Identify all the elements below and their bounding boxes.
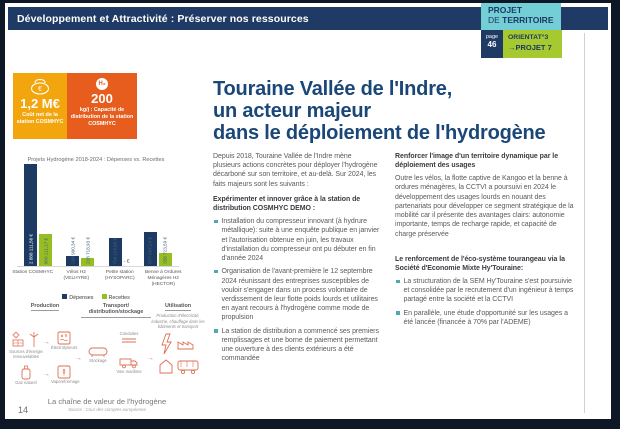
bar-group-velos bbox=[66, 164, 94, 266]
renewables-node: Sources d'énergie renouvelables bbox=[9, 331, 43, 360]
article-column-left bbox=[213, 152, 381, 368]
bar-recettes: 358 723,59 € bbox=[159, 253, 172, 266]
value-chain-canvas bbox=[9, 331, 205, 393]
solar-wind-icon bbox=[11, 331, 41, 349]
h2-icon: H₂ bbox=[96, 78, 108, 90]
badge-territoire: TERRITOIRE bbox=[502, 14, 554, 25]
list-item: La station de distribution a commencé ses premiers remplissages et une borne de paiement permettant une ouverture à des clients extérieurs a été commandée bbox=[213, 327, 381, 364]
bullet-marker bbox=[214, 270, 218, 274]
value-chain-headers bbox=[9, 303, 205, 329]
bar-recettes: 228 718,93 € bbox=[81, 258, 94, 266]
section-heading-sem: Le renforcement de l'éco-système tourangeau via la Société d'Economie Mixte Hy'Touraine: bbox=[395, 255, 565, 272]
bullet-marker bbox=[214, 220, 218, 224]
bar-group-cosmhyc bbox=[24, 164, 52, 266]
svg-text:€: € bbox=[38, 86, 42, 93]
bar-group-benne bbox=[144, 164, 172, 266]
cost-value: 1,2 M€ bbox=[20, 96, 60, 111]
page-ref-number: 46 bbox=[487, 40, 497, 49]
chart-legend bbox=[11, 294, 181, 301]
diagram-caption: La chaîne de valeur de l'hydrogène bbox=[47, 397, 167, 407]
gas-canister-icon bbox=[20, 365, 32, 380]
article-column-right bbox=[395, 152, 577, 331]
hydrogen-bar-chart bbox=[17, 164, 179, 267]
truck-node: Voie maritime bbox=[113, 357, 145, 375]
title-line: dans le déploiement de l'hydrogène bbox=[213, 121, 546, 144]
project-label: →PROJET 7 bbox=[508, 43, 552, 52]
category-label: Station COSMHYC bbox=[12, 270, 54, 275]
page-ref-badge bbox=[481, 30, 503, 58]
stat-card-cost bbox=[13, 73, 67, 139]
usage-paragraph: Outre les vélos, la flotte captive de Kangoo et la benne à ordures ménagères, la CCTVI a poursuivi en 2024 le développement des usages lourds en nouant des partenariats pour développer ce segment stratégique de la mobilité car il présente des avantages clairs: autonomie importante, temps de recharge rapide, et capacité de charge préservée bbox=[395, 175, 574, 238]
folio-page-number: 14 bbox=[18, 405, 29, 415]
list-item: Organisation de l'avant-première le 12 septembre 2024 réunissant des entreprises susceptibles de vouloir s'engager dans un process volontaire de verdissement de leur flotte poids lourds et utilitaires en ayant recours à l'hydrogène comme mode de propulsion bbox=[213, 267, 381, 322]
gas-node: Gaz naturel bbox=[13, 365, 39, 386]
storage-tank-icon bbox=[88, 347, 108, 358]
legend-swatch-navy bbox=[62, 294, 67, 299]
chain-header-utilisation: Utilisation bbox=[165, 303, 191, 311]
arrow-icon: → bbox=[75, 355, 82, 363]
usage-node bbox=[157, 333, 203, 377]
electrolyzer-node: Électrolyseurs bbox=[51, 331, 77, 351]
projet-de-territoire-badge bbox=[481, 3, 561, 30]
reformer-icon bbox=[57, 365, 71, 379]
pipes-node: Conduites bbox=[113, 331, 145, 344]
section-heading-cosmhyc: Expérimenter et innover grâce à la station de distribution COSMHYC DEMO : bbox=[213, 195, 361, 213]
orientation-badge bbox=[503, 30, 562, 58]
chain-header-transport: Transport/ distribution/stockage bbox=[81, 303, 151, 318]
category-label: Benne à Ordures Ménagères H2 (HECTOR) bbox=[144, 270, 182, 287]
zero-value-label: - € bbox=[123, 259, 130, 265]
capacity-label: kg/j : Capacité de distribution de la station COSMHYC bbox=[70, 107, 134, 127]
bullet-list bbox=[213, 217, 381, 364]
chain-header-production: Production bbox=[31, 303, 59, 311]
header-title: Développement et Attractivité : Préserver nos ressources bbox=[17, 12, 309, 25]
legend-depenses: Dépenses bbox=[62, 294, 93, 301]
electrolyzer-icon bbox=[57, 331, 71, 345]
category-label: Vélos H2 (VELHYRE) bbox=[63, 270, 90, 281]
list-item: En parallèle, une étude d'opportunité sur les usages a été lancée (financée à 70% par l'ADEME) bbox=[395, 309, 577, 327]
orientation-label: ORIENTAT°3 bbox=[508, 34, 549, 41]
usage-icons bbox=[158, 333, 202, 377]
title-line: un acteur majeur bbox=[213, 99, 371, 122]
arrow-icon: → bbox=[147, 355, 154, 363]
cost-label: Coût net de la station COSMHYC bbox=[16, 112, 64, 125]
capacity-value: 200 bbox=[91, 91, 113, 106]
article-title bbox=[213, 79, 603, 144]
page-ref-label: page bbox=[485, 34, 499, 40]
bar-depenses: 294 990,34 € bbox=[66, 256, 79, 266]
page-surface bbox=[5, 3, 611, 419]
bar-group-petite-station bbox=[109, 164, 130, 266]
title-line: Touraine Vallée de l'Indre, bbox=[213, 78, 453, 100]
utilisation-note: Production d'électricité, industrie, chauffage dans les bâtiments et transport bbox=[151, 313, 205, 329]
bar-depenses: 2 888 111,56 € bbox=[24, 164, 37, 266]
diagram-source: Source : Cour des comptes européenne bbox=[68, 407, 146, 413]
badge-line1: PROJET bbox=[488, 5, 523, 15]
bar-recettes: 900 111,17 € bbox=[39, 234, 52, 266]
arrow-icon: → bbox=[43, 339, 50, 347]
chart-category-labels bbox=[11, 270, 185, 287]
reformer-node: Vaporeformage bbox=[51, 365, 77, 385]
value-chain-diagram bbox=[9, 303, 205, 412]
list-item: La structuration de la SEM Hy'Touraine s'est poursuivie et consolidée par le recrutement d'un ingénieur à temps partagé entre la société et la CCTVI bbox=[395, 277, 577, 305]
truck-icon bbox=[119, 357, 139, 369]
bullet-list bbox=[395, 277, 577, 327]
section-heading-image: Renforcer l'image d'un territoire dynamique par le déploiement des usages bbox=[395, 153, 559, 170]
legend-recettes: Recettes bbox=[102, 294, 130, 301]
purse-euro-icon bbox=[28, 78, 52, 95]
intro-paragraph: Depuis 2018, Touraine Vallée de l'Indre mène plusieurs actions concrètes pour déployer l'hydrogène décarboné sur son territoire, et au-delà. Sur 2024, les faits majeurs sont les suivants : bbox=[213, 153, 378, 188]
bullet-marker bbox=[396, 311, 400, 315]
arrow-icon: → bbox=[43, 371, 50, 379]
storage-node: Stockage bbox=[83, 347, 113, 364]
bullet-marker bbox=[214, 329, 218, 333]
bar-depenses: 977 047,24 € bbox=[144, 232, 157, 267]
bar-depenses: 794 114,88 € bbox=[109, 238, 122, 266]
pipeline-icon bbox=[121, 337, 137, 344]
category-label: Petite station (HYSOPARC) bbox=[104, 270, 135, 281]
badge-de: DE bbox=[488, 14, 503, 25]
list-item: Installation du compresseur innovant (à hydrure métallique): suite à une enquête publique en janvier et l'autorisation obtenue en juin, les travaux d'installation du compresseur ont pu débuter en fin d'année 2024 bbox=[213, 217, 381, 263]
bullet-marker bbox=[396, 280, 400, 284]
legend-swatch-green bbox=[102, 294, 107, 299]
stat-card-capacity bbox=[67, 73, 137, 139]
chart-title: Projets Hydrogène 2018-2024 : Dépenses vs. Recettes bbox=[27, 157, 165, 163]
